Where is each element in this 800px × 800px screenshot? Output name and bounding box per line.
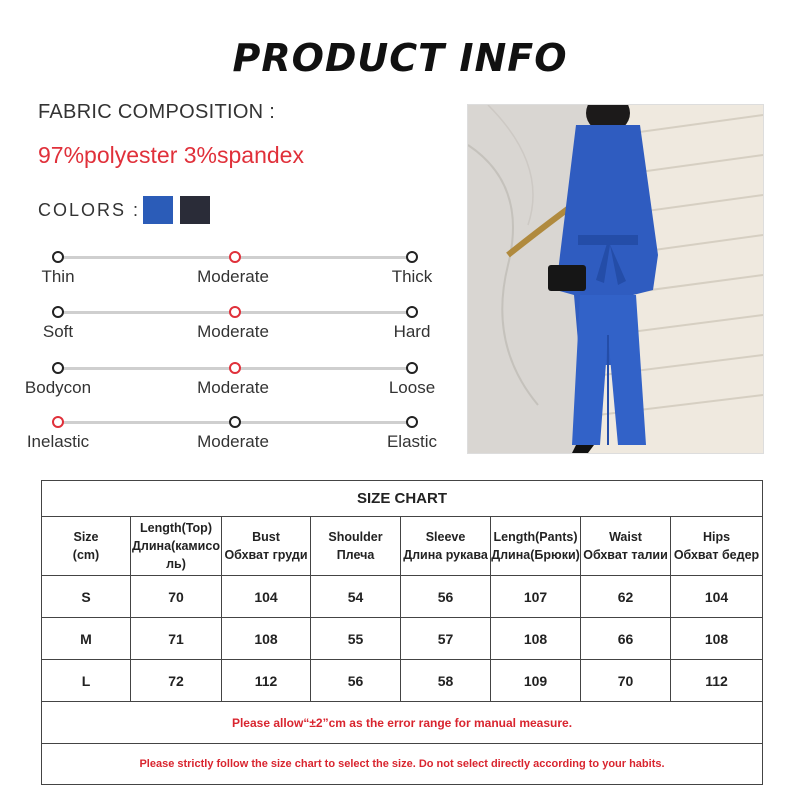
scale-dot-middle (229, 251, 241, 263)
scale-elasticity (0, 418, 460, 468)
cell-bust: 108 (222, 618, 311, 660)
cell-bust: 112 (222, 660, 311, 702)
cell-waist: 62 (581, 576, 671, 618)
scale-thickness (0, 253, 460, 303)
cell-length-pants: 107 (491, 576, 581, 618)
size-chart-note-tolerance: Please allow“±2”cm as the error range for manual measure. (42, 702, 763, 744)
size-chart-title: SIZE CHART (42, 481, 763, 517)
scale-label-left: Thin (41, 267, 75, 286)
cell-size: M (42, 618, 131, 660)
header-shoulder: Shoulder Плеча (311, 517, 401, 576)
cell-shoulder: 56 (311, 660, 401, 702)
cell-length-top: 71 (131, 618, 222, 660)
scale-dot-left (52, 362, 64, 374)
scale-dot-left (52, 251, 64, 263)
scale-label-middle: Moderate (197, 378, 269, 397)
scale-dot-middle (229, 416, 241, 428)
scale-label-middle: Moderate (197, 322, 269, 341)
product-photo-illustration (468, 105, 763, 453)
cell-hips: 108 (671, 618, 763, 660)
page-title: PRODUCT INFO (232, 36, 568, 80)
scale-label-left: Inelastic (26, 432, 90, 451)
cell-waist: 66 (581, 618, 671, 660)
scale-fit (0, 364, 460, 414)
scale-dot-middle (229, 306, 241, 318)
header-length-top: Length(Top) Длина(камисо ль) (131, 517, 222, 576)
scale-dot-left (52, 416, 64, 428)
cell-waist: 70 (581, 660, 671, 702)
size-chart-header-row (42, 517, 763, 576)
product-photo (467, 104, 764, 454)
scale-dot-right (406, 362, 418, 374)
header-bust: Bust Обхват груди (222, 517, 311, 576)
header-sleeve: Sleeve Длина рукава (401, 517, 491, 576)
cell-size: L (42, 660, 131, 702)
cell-hips: 104 (671, 576, 763, 618)
fabric-composition-label: FABRIC COMPOSITION : (38, 101, 276, 123)
cell-length-top: 70 (131, 576, 222, 618)
header-length-pants: Length(Pants) Длина(Брюки) (491, 517, 581, 576)
scale-label-right: Hard (393, 322, 431, 341)
cell-length-top: 72 (131, 660, 222, 702)
scale-dot-right (406, 306, 418, 318)
cell-hips: 112 (671, 660, 763, 702)
scale-softness (0, 308, 460, 358)
scale-label-left: Soft (42, 322, 74, 341)
cell-bust: 104 (222, 576, 311, 618)
cell-length-pants: 108 (491, 618, 581, 660)
scale-dot-middle (229, 362, 241, 374)
scale-dot-right (406, 416, 418, 428)
scale-label-right: Loose (388, 378, 436, 397)
header-size: Size (cm) (42, 517, 131, 576)
cell-size: S (42, 576, 131, 618)
size-chart-note-follow: Please strictly follow the size chart to select the size. Do not select directly according to your habits. (42, 744, 763, 785)
fabric-composition-value: 97%polyester 3%spandex (38, 142, 304, 168)
scale-label-right: Thick (391, 267, 433, 286)
scale-label-right: Elastic (386, 432, 438, 451)
scale-dot-left (52, 306, 64, 318)
cell-shoulder: 55 (311, 618, 401, 660)
size-chart-table (41, 480, 763, 785)
colors-label: COLORS : (38, 200, 141, 220)
header-hips: Hips Обхват бедер (671, 517, 763, 576)
scale-label-left: Bodycon (24, 378, 92, 397)
cell-sleeve: 57 (401, 618, 491, 660)
scale-label-middle: Moderate (197, 432, 269, 451)
table-row (42, 660, 763, 702)
header-waist: Waist Обхват талии (581, 517, 671, 576)
cell-length-pants: 109 (491, 660, 581, 702)
cell-sleeve: 56 (401, 576, 491, 618)
cell-sleeve: 58 (401, 660, 491, 702)
scale-dot-right (406, 251, 418, 263)
color-swatch-blue[interactable] (143, 196, 173, 224)
table-row (42, 618, 763, 660)
cell-shoulder: 54 (311, 576, 401, 618)
scale-label-middle: Moderate (197, 267, 269, 286)
table-row (42, 576, 763, 618)
color-swatch-dark[interactable] (180, 196, 210, 224)
